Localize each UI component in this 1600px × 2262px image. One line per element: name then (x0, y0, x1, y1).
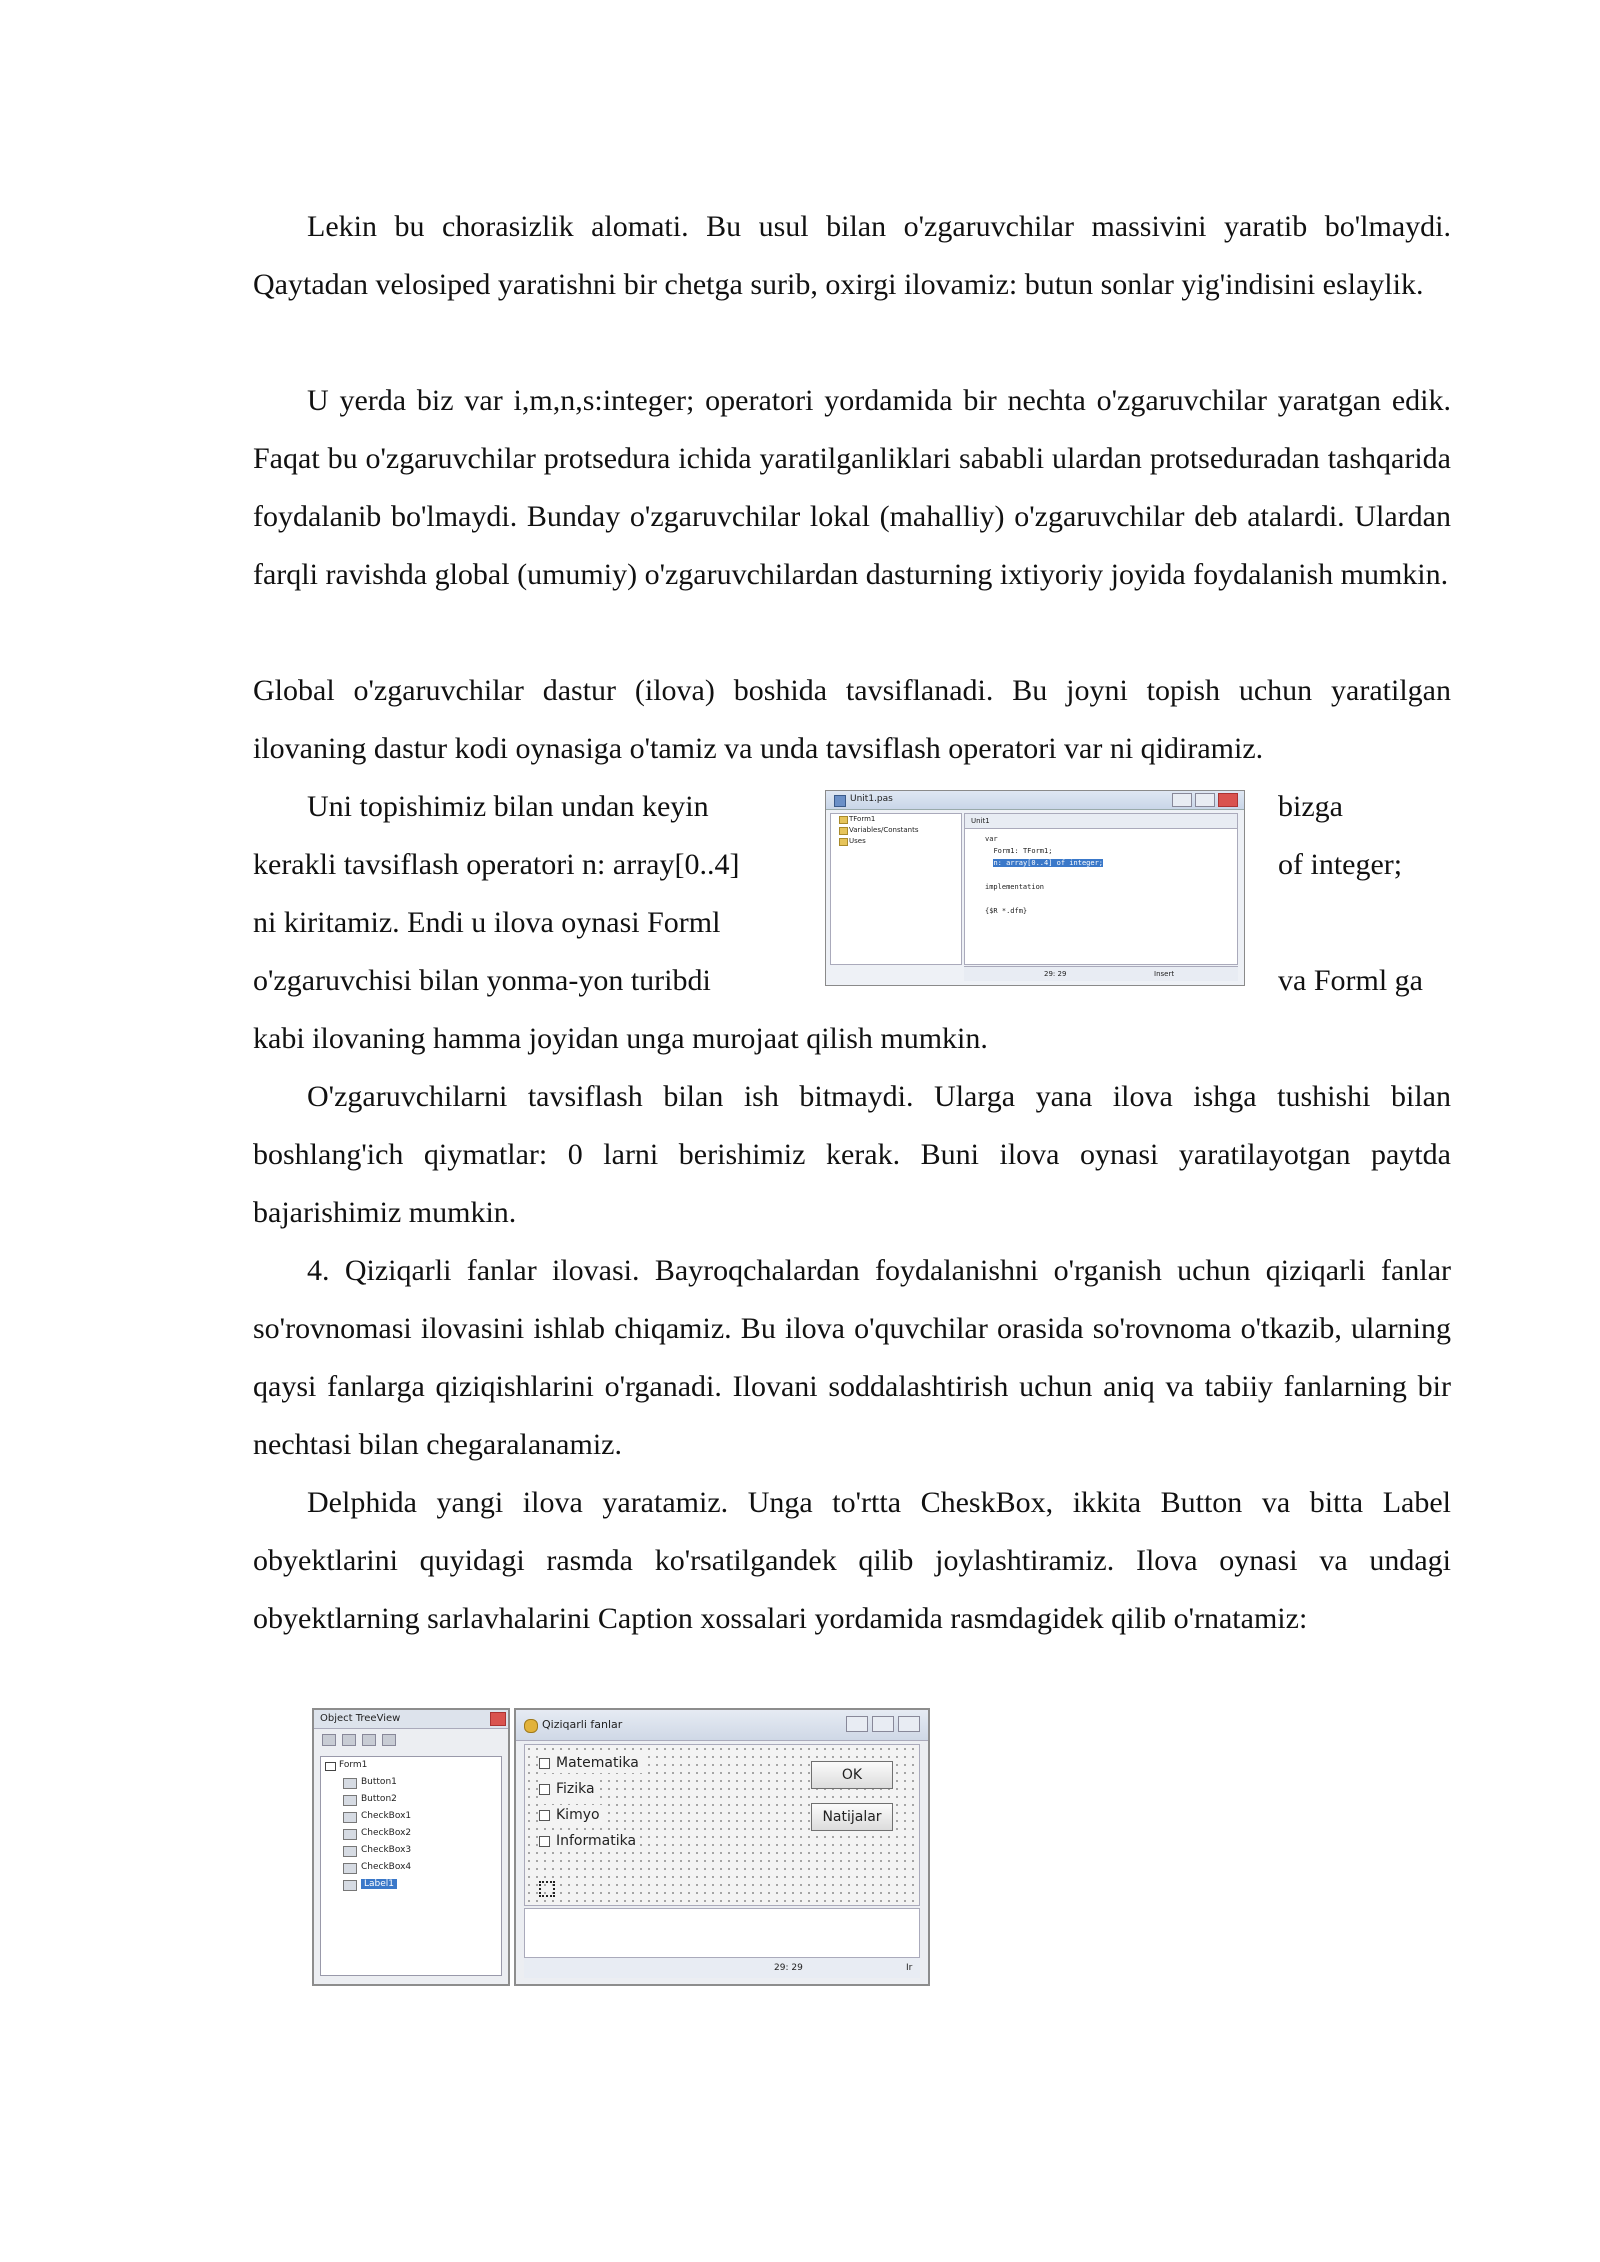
form-designer-window (514, 1708, 930, 1986)
wrap-line-4-right: va Forml ga (1278, 964, 1423, 997)
tree-item[interactable]: TForm1 (831, 814, 961, 825)
tree-item[interactable]: Button2 (321, 1791, 501, 1808)
close-icon[interactable] (898, 1716, 920, 1732)
wrap-line-4-left: o'zgaruvchisi bilan yonma-yon turibdi (253, 964, 711, 997)
down-arrow-icon[interactable] (382, 1734, 396, 1746)
ok-button[interactable]: OK (811, 1761, 893, 1789)
code-line: Form1: TForm1; (993, 847, 1053, 855)
form-title: Qiziqarli fanlar (542, 1718, 623, 1731)
cursor-position: 29: 29 (774, 1963, 803, 1973)
treeview-title-text: Object TreeView (320, 1713, 401, 1724)
tree-item[interactable]: CheckBox4 (321, 1859, 501, 1876)
minimize-icon[interactable] (1172, 793, 1192, 807)
maximize-icon[interactable] (1195, 793, 1215, 807)
checkbox-label: Fizika (556, 1781, 595, 1797)
edit-mode: Ir (906, 1963, 913, 1973)
form-status-bar (524, 1957, 920, 1978)
edit-mode: Insert (1154, 970, 1175, 978)
checkbox-icon (539, 1836, 550, 1847)
checkbox-kimyo[interactable] (539, 1805, 603, 1825)
object-treeview-panel (312, 1708, 510, 1986)
minimize-icon[interactable] (846, 1716, 868, 1732)
maximize-icon[interactable] (872, 1716, 894, 1732)
tree-item[interactable]: CheckBox2 (321, 1825, 501, 1842)
checkbox-label: Informatika (556, 1833, 637, 1849)
tree-item[interactable]: CheckBox3 (321, 1842, 501, 1859)
tree-item[interactable]: Uses (831, 836, 961, 847)
checkbox-icon (539, 1758, 550, 1769)
code-explorer-tree[interactable] (830, 813, 962, 965)
up-arrow-icon[interactable] (362, 1734, 376, 1746)
paragraph-3: Global o'zgaruvchilar dastur (ilova) boshida tavsiflanadi. Bu joyni topish uchun yaratilgan ilovaning dastur kodi oynasiga o'tamiz va unda tavsiflash operatori var ni qidiramiz. (253, 674, 1451, 765)
ide-title: Unit1.pas (850, 794, 893, 804)
checkbox-label: Matematika (556, 1755, 639, 1771)
code-line: implementation (985, 883, 1045, 891)
tree-root[interactable]: Form1 (321, 1757, 501, 1774)
tree-item[interactable]: Button1 (321, 1774, 501, 1791)
object-treeview-title (314, 1710, 508, 1729)
cursor-position: 29: 29 (1044, 970, 1067, 978)
app-icon (524, 1719, 538, 1733)
close-icon[interactable] (1218, 793, 1238, 807)
code-editor[interactable] (964, 813, 1238, 965)
tree-item[interactable]: Variables/Constants (831, 825, 961, 836)
wrap-line-5: kabi ilovaning hamma joyidan unga murojaat qilish mumkin. (253, 1022, 988, 1055)
delphi-form-screenshot (312, 1708, 930, 1986)
code-line-highlighted: n: array[0..4] of integer; (993, 859, 1104, 867)
tab-unit1[interactable]: Unit1 (965, 814, 1237, 829)
checkbox-label: Kimyo (556, 1807, 600, 1823)
checkbox-informatika[interactable] (539, 1831, 639, 1851)
code-text (985, 833, 1237, 917)
tree-item[interactable]: CheckBox1 (321, 1808, 501, 1825)
paragraph-6: Delphida yangi ilova yaratamiz. Unga to'rtta CheskBox, ikkita Button va bitta Label obyektlarini quyidagi rasmda ko'rsatilgandek qilib joylashtiramiz. Ilova oynasi va undagi obyektlarning sarlavhalarini Caption xossalari yordamida rasmdagidek qilib o'rnatamiz: (253, 1486, 1451, 1635)
wrap-line-1-right: bizga (1278, 790, 1343, 823)
wrap-line-2-left: kerakli tavsiflash operatori n: array[0..4] (253, 848, 740, 881)
open-folder-icon[interactable] (342, 1734, 356, 1746)
wrap-line-2-right: of integer; (1278, 848, 1403, 881)
checkbox-icon (539, 1784, 550, 1795)
paragraph-1: Lekin bu chorasizlik alomati. Bu usul bilan o'zgaruvchilar massivini yaratib bo'lmaydi. Qaytadan velosiped yaratishni bir chetga surib, oxirgi ilovamiz: butun sonlar yig'indisini eslaylik. (253, 210, 1451, 301)
paragraph-4: O'zgaruvchilarni tavsiflash bilan ish bitmaydi. Ularga yana ilova ishga tushishi bilan boshlang'ich qiymatlar: 0 larni berishimiz kerak. Buni ilova oynasi yaratilayotgan paytda bajarishimiz mumkin. (253, 1080, 1451, 1229)
treeview-toolbar (314, 1729, 508, 1751)
checkbox-fizika[interactable] (539, 1779, 598, 1799)
form-title-bar (516, 1710, 928, 1741)
wrap-line-1-left: Uni topishimiz bilan undan keyin (307, 790, 709, 823)
paragraph-5: 4. Qiziqarli fanlar ilovasi. Bayroqchalardan foydalanishni o'rganish uchun qiziqarli fanlar so'rovnomasi ilovasini ishlab chiqamiz. Bu ilova o'quvchilar orasida so'rovnoma o'tkazib, ularning qaysi fanlarga qiziqishlarini o'rganadi. Ilovani soddalashtirish uchun aniq va tabiiy fanlarning bir nechtasi bilan chegaralanamiz. (253, 1254, 1451, 1461)
folder-icon[interactable] (322, 1734, 336, 1746)
close-icon[interactable] (490, 1712, 506, 1726)
wrap-line-3-left: ni kiritamiz. Endi u ilova oynasi Forml (253, 906, 721, 939)
form-client-area[interactable] (524, 1744, 920, 1906)
checkbox-icon (539, 1810, 550, 1821)
checkbox-matematika[interactable] (539, 1753, 642, 1773)
paragraph-2: U yerda biz var i,m,n,s:integer; operatori yordamida bir nechta o'zgaruvchilar yaratgan edik. Faqat bu o'zgaruvchilar protsedura ichida yaratilganliklari sababli ulardan protseduradan tashqarida foydalanib bo'lmaydi. Bunday o'zgaruvchilar lokal (mahalliy) o'zgaruvchilar deb atalardi. Ulardan farqli ravishda global (umumiy) o'zgaruvchilardan dasturning ixtiyoriy joyida foydalanish mumkin. (253, 384, 1451, 591)
results-button[interactable]: Natijalar (811, 1803, 893, 1831)
tree-item-selected[interactable] (321, 1876, 501, 1893)
label-placeholder[interactable] (539, 1881, 555, 1897)
code-line: {$R *.dfm} (985, 907, 1028, 915)
ide-screenshot (825, 790, 1245, 986)
ide-status-bar (964, 966, 1238, 981)
ide-title-bar (826, 791, 1244, 810)
form-lower-pane (524, 1908, 920, 1958)
unit-file-icon (834, 795, 846, 807)
selected-item-label: Label1 (361, 1879, 397, 1889)
code-line: var (985, 835, 998, 843)
object-tree[interactable] (320, 1756, 502, 1976)
